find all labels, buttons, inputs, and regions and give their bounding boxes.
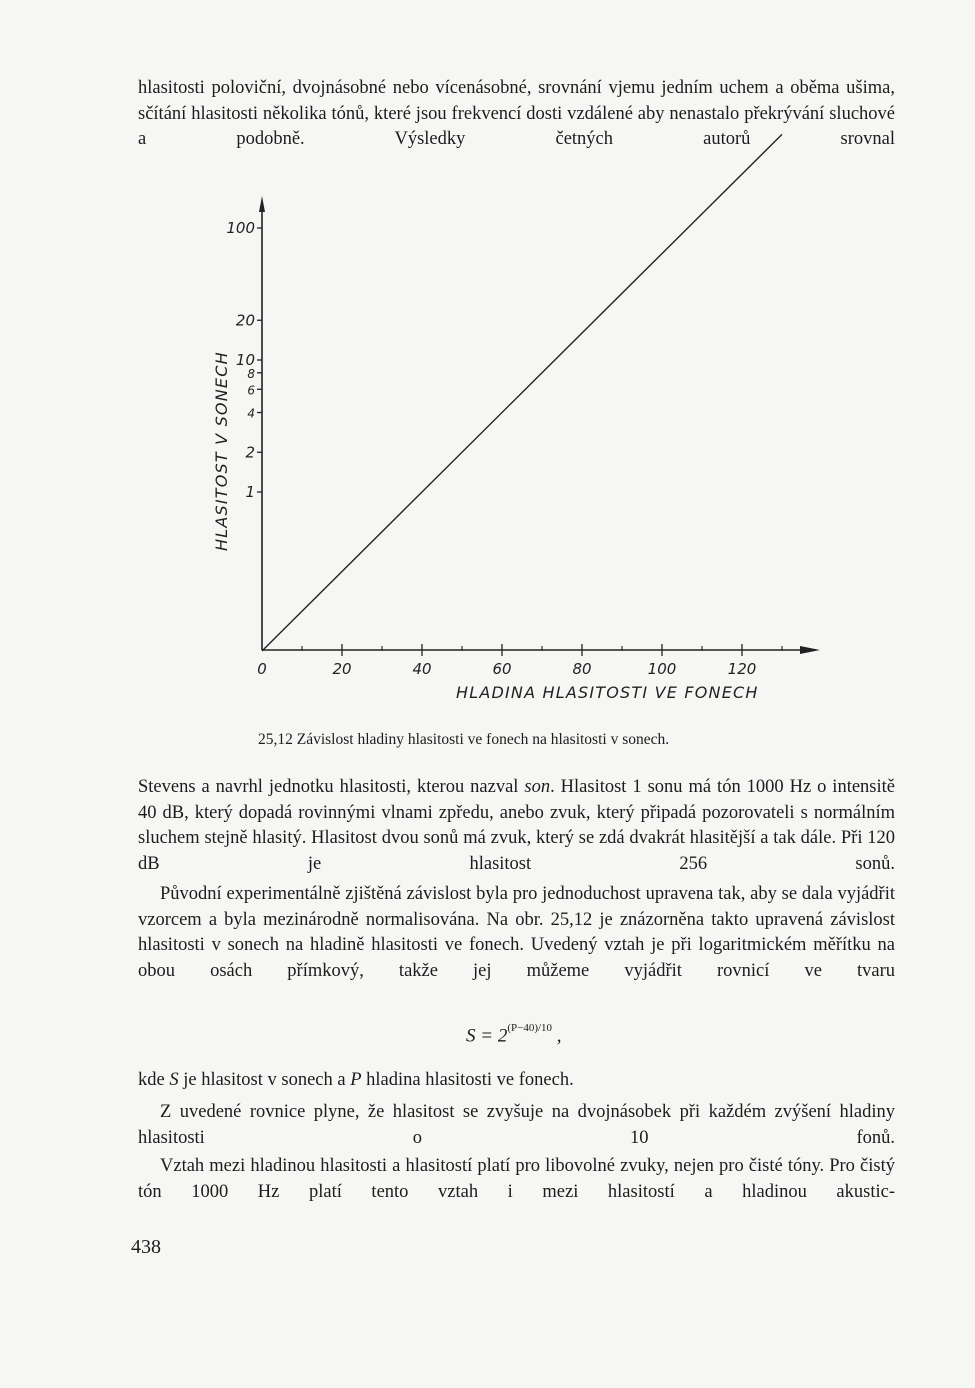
paragraph-3-part-c: hladina hlasitosti ve fonech.	[361, 1070, 574, 1090]
x-tick-label: 40	[412, 660, 432, 678]
x-tick-label: 0	[257, 660, 267, 678]
y-ticks	[226, 219, 262, 501]
x-tick-label: 20	[332, 660, 352, 678]
son-term: son	[524, 777, 551, 797]
y-tick-label: 6	[247, 383, 255, 398]
figure-caption: 25,12 Závislost hladiny hlasitosti ve fonech na hlasitosti v sonech.	[258, 731, 670, 748]
y-tick-label: 8	[247, 366, 255, 381]
paragraph-1	[138, 775, 895, 877]
y-tick-label: 1	[245, 483, 255, 501]
formula-exponent: (P−40)/10	[507, 1022, 553, 1034]
paragraph-3-part-b: je hlasitost v sonech a	[178, 1070, 351, 1090]
paragraph-2: Původní experimentálně zjištěná závislost byla pro jednoduchost upravena tak, aby se dala vyjádřit vzorcem a byla mezinárodně normalisována. Na obr. 25,12 je znázorněna takto upravená závislost hlasitosti v sonech na hladině hlasitosti ve fonech. Uvedený vztah je při logaritmickém měřítku na obou osách přímkový, takže jej můžeme vyjádřit rovnicí ve tvaru	[138, 884, 895, 981]
symbol-s: S	[169, 1070, 179, 1090]
x-tick-label: 60	[492, 660, 512, 678]
y-tick-label: 100	[226, 219, 255, 237]
y-axis-arrow	[259, 196, 265, 212]
x-axis-label: HLADINA HLASITOSTI VE FONECH	[456, 683, 759, 702]
x-tick-label: 100	[647, 660, 677, 678]
symbol-p: P	[350, 1070, 362, 1090]
paragraph-3	[138, 1068, 895, 1094]
paragraph-1-start: Stevens a navrhl jednotku hlasitosti, kterou nazval	[138, 777, 525, 797]
y-axis-label: HLASITOST V SONECH	[212, 351, 231, 551]
x-tick-label: 120	[727, 660, 757, 678]
formula	[466, 1022, 562, 1047]
series-line	[262, 134, 782, 651]
y-tick-label: 10	[235, 351, 255, 369]
series	[262, 134, 782, 651]
paragraph-5: Vztah mezi hladinou hlasitosti a hlasitostí platí pro libovolné zvuky, nejen pro čisté tóny. Pro čistý tón 1000 Hz platí tento vztah i mezi hlasitostí a hladinou akustic-	[138, 1156, 895, 1202]
paragraph-4: Z uvedené rovnice plyne, že hlasitost se zvyšuje na dvojnásobek při každém zvýšení hladiny hlasitosti o 10 fonů.	[138, 1102, 895, 1148]
x-tick-label: 80	[572, 660, 592, 678]
formula-base: S = 2	[466, 1025, 508, 1047]
y-tick-label: 2	[245, 443, 255, 462]
paragraph-1-rest: . Hlasitost 1 sonu má tón 1000 Hz o intensitě 40 dB, který dopadá rovinnými vlnami zpředu, anebo zvuk, který připadá pozorovateli s normálním sluchem stejně hlasitý. Hlasitost dvou sonů má zvuk, který se zdá dvakrát hlasitější a tak dále. Při 120 dB je hlasitost 256 sonů.	[138, 777, 895, 874]
top-paragraph: hlasitosti poloviční, dvojnásobné nebo vícenásobné, srovnání vjemu jedním uchem a oběma ušima, sčítání hlasitosti několika tónů, které jsou frekvencí dosti vzdálené aby nenastalo překrývání sluchové a podobně. Výsledky četných autorů srovnal	[138, 78, 895, 149]
page-number: 438	[131, 1236, 161, 1258]
y-tick-label: 20	[235, 311, 255, 330]
x-axis-arrow	[800, 646, 820, 654]
y-tick-label: 4	[247, 406, 255, 421]
paragraph-3-part-a: kde	[138, 1070, 170, 1090]
x-ticks	[257, 644, 782, 678]
formula-comma: ,	[556, 1025, 562, 1047]
